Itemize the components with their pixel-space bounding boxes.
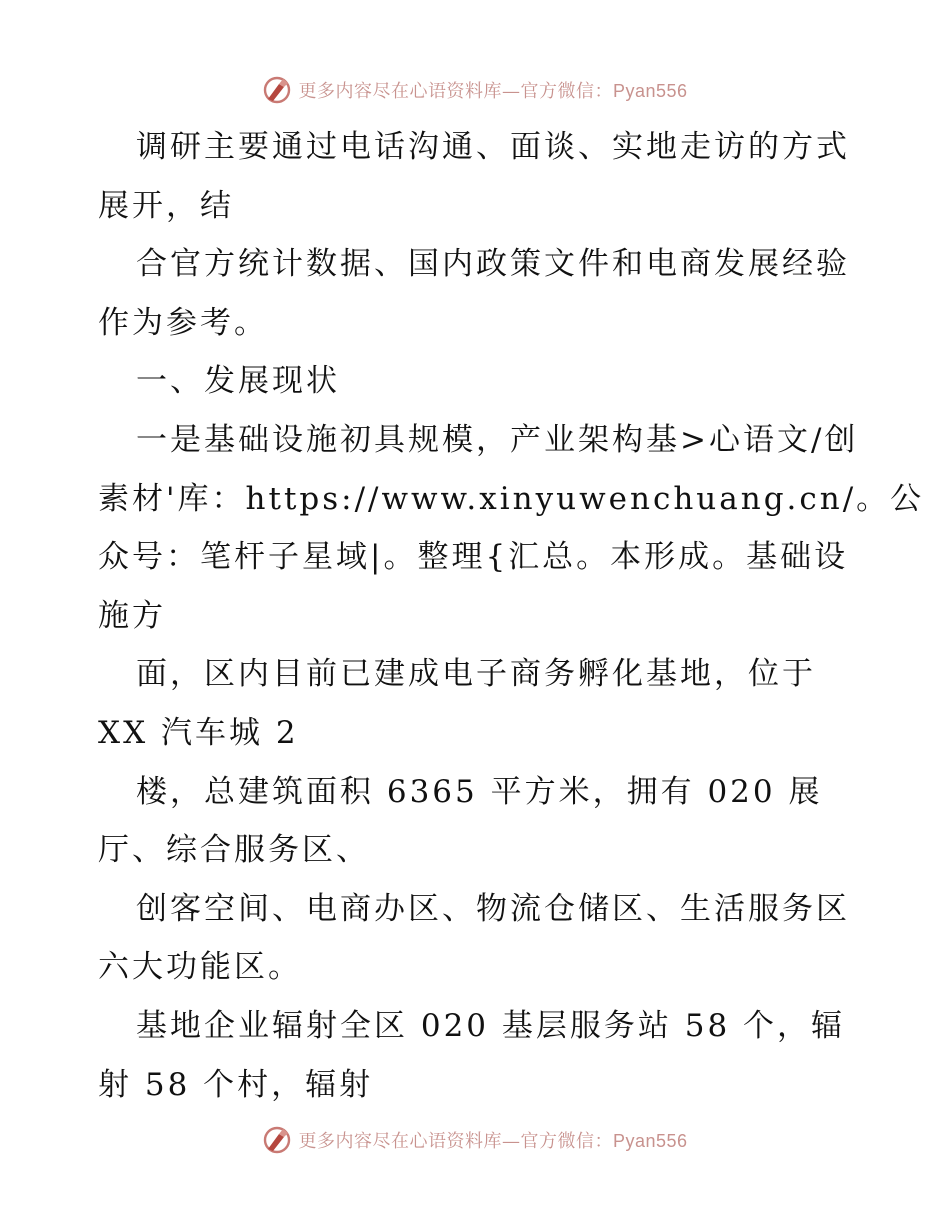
watermark-text xyxy=(298,1127,687,1153)
text-line: XX 汽车城 2 xyxy=(98,714,299,751)
watermark-brand: 更多内容尽在心语资料库—官方微信： xyxy=(298,81,613,102)
text-line: 射 58 个村，辐射 xyxy=(98,1066,374,1103)
header-watermark xyxy=(0,72,950,108)
watermark-brand: 更多内容尽在心语资料库—官方微信： xyxy=(298,1131,613,1152)
footer-watermark xyxy=(0,1122,950,1158)
watermark-contact: Pyan556 xyxy=(612,81,688,101)
pen-nib-circle-icon xyxy=(262,75,292,105)
text-line: 众号：笔杆子星域|。整理{汇总。本形成。基础设 xyxy=(98,539,849,576)
text-line-with-url: 素材'库：https://www.xinyuwenchuang.cn/。公 xyxy=(98,480,925,517)
watermark-text xyxy=(298,77,687,103)
text-line: 作为参考。 xyxy=(98,304,268,341)
text-line: 一是基础设施初具规模，产业架构基>心语文/创 xyxy=(136,421,859,458)
text-line: 调研主要通过电话沟通、面谈、实地走访的方式 xyxy=(136,129,850,165)
text-line: 合官方统计数据、国内政策文件和电商发展经验 xyxy=(136,246,850,283)
pen-nib-circle-icon xyxy=(262,1125,292,1155)
text-line: 面，区内目前已建成电子商务孵化基地，位于 xyxy=(136,656,816,693)
text-line: 六大功能区。 xyxy=(98,949,302,986)
text-line: 施方 xyxy=(98,597,166,634)
text-line: 楼，总建筑面积 6365 平方米，拥有 020 展 xyxy=(136,773,823,810)
watermark-contact: Pyan556 xyxy=(612,1131,688,1151)
text-line: 展开，结 xyxy=(98,187,234,224)
text-line: 厅、综合服务区、 xyxy=(98,832,370,869)
document-body xyxy=(98,118,925,1114)
text-line: 创客空间、电商办区、物流仓储区、生活服务区 xyxy=(136,890,850,927)
text-line: 基地企业辐射全区 020 基层服务站 58 个，辐 xyxy=(136,1007,846,1044)
section-heading: 一、发展现状 xyxy=(136,363,340,400)
